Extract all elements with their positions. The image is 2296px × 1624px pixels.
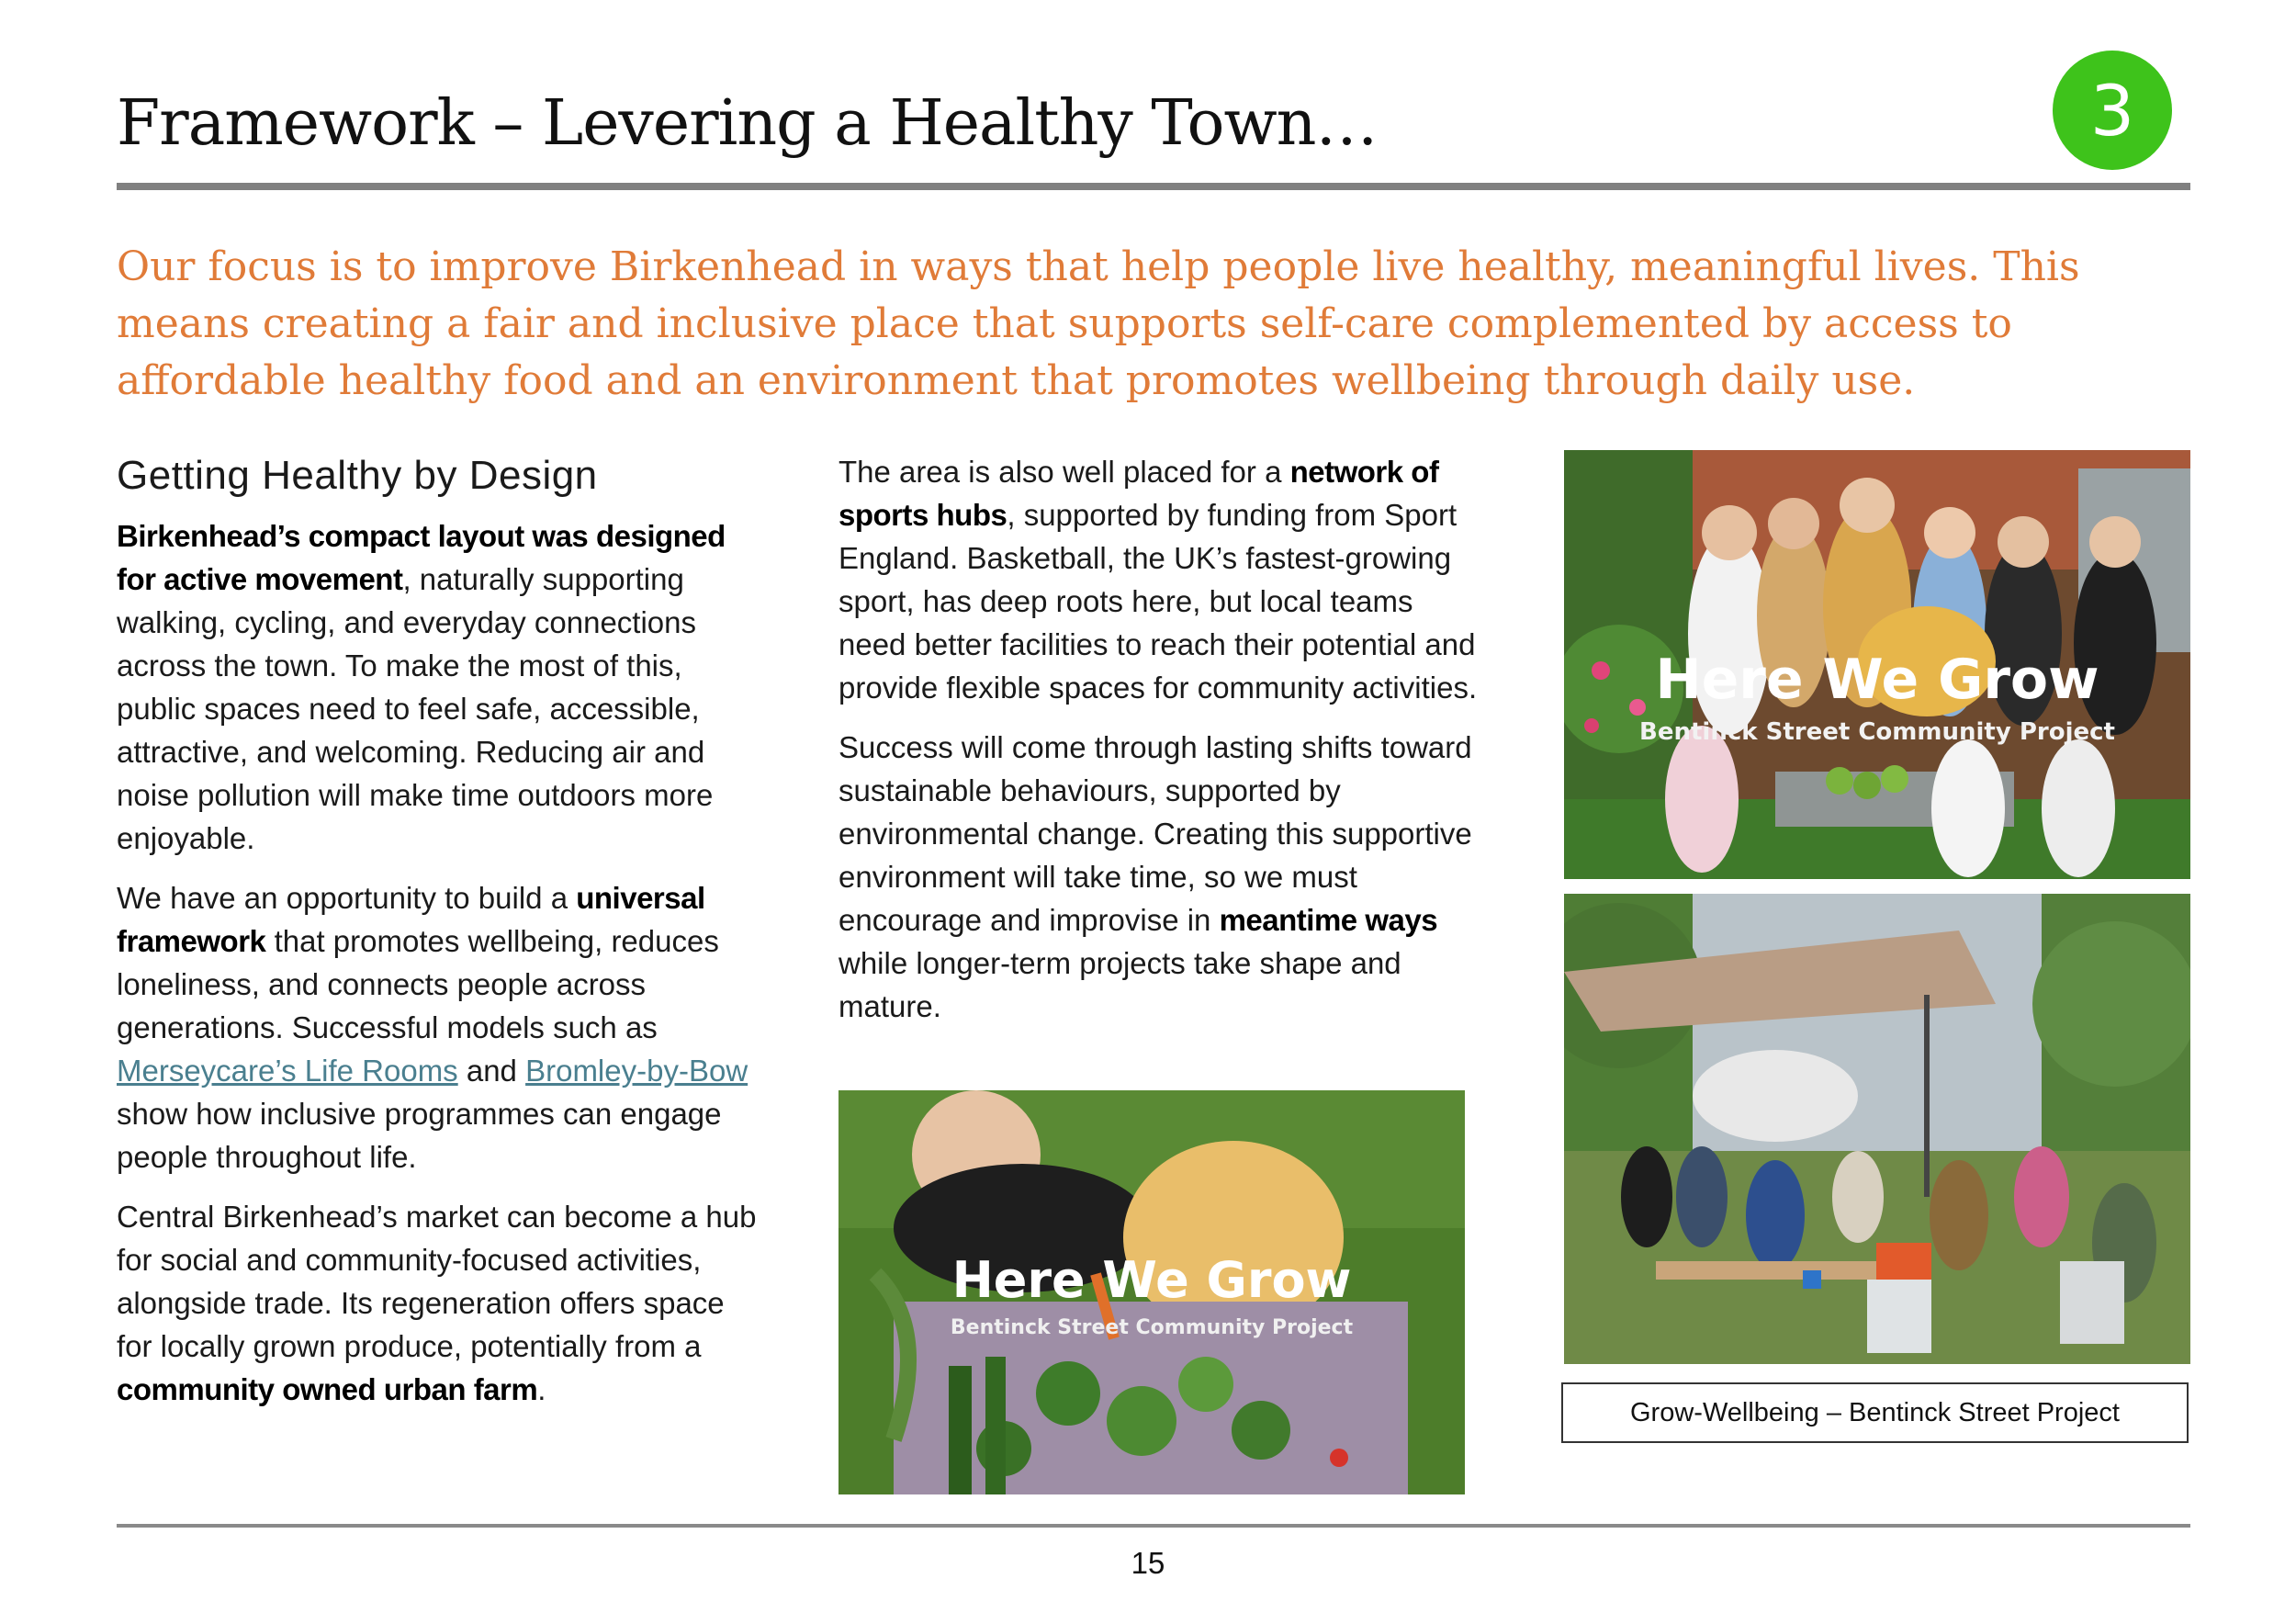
middle-text-column [838, 450, 1481, 1044]
body-text: We have an opportunity to build a [117, 881, 577, 915]
link-bromley-by-bow[interactable]: Bromley-by-Bow [525, 1054, 748, 1088]
photo-overlay-subtitle: Bentinck Street Community Project [950, 1316, 1354, 1339]
body-text: Success will come through lasting shifts toward sustainable behaviours, supported by environmental change. Creating this supportive environment will take time, so we must encourage and improvise in [838, 730, 1472, 937]
section-number-badge: 3 [2053, 51, 2172, 170]
paragraph-meantime-ways [838, 726, 1481, 1028]
emphasis-text: universal framework [117, 881, 705, 958]
paragraph-market [117, 1195, 760, 1411]
photo-overlay-title: Here We Grow [951, 1251, 1352, 1309]
body-text: , naturally supporting walking, cycling, and everyday connections across the town. To make the most of this, public spaces need to feel safe, accessible, attractive, and welcoming. Reducing air and noise pollution will make time outdoors more enjoyable. [117, 562, 714, 855]
photo-harvest-produce [838, 1090, 1465, 1494]
paragraph-compact-layout [117, 514, 760, 860]
header-divider [117, 183, 2190, 190]
photo-community-gathering [1564, 894, 2190, 1364]
body-text: , supported by funding from Sport England. Basketball, the UK’s fastest-growing sport, has deep roots here, but local teams need better facilities to reach their potential and provide flexible spaces for community activities. [838, 498, 1478, 705]
body-text: Central Birkenhead’s market can become a hub for social and community-focused activities, alongside trade. Its regeneration offers space for locally grown produce, potentially from a [117, 1200, 757, 1363]
body-text: that promotes wellbeing, reduces loneliness, and connects people across generations. Successful models such as [117, 924, 719, 1044]
paragraph-universal-framework [117, 876, 760, 1179]
emphasis-text: Birkenhead’s compact layout was designed for active movement [117, 519, 726, 596]
footer-divider [117, 1524, 2190, 1528]
page-number: 15 [1131, 1546, 1165, 1580]
photo-caption: Grow-Wellbeing – Bentinck Street Project [1561, 1382, 2189, 1443]
intro-statement: Our focus is to improve Birkenhead in ways that help people live healthy, meaningful lives. This means creating a fair and inclusive place that supports self-care complemented by access to affordable healthy food and an environment that promotes wellbeing through daily use. [117, 243, 2080, 404]
emphasis-text: meantime ways [1219, 903, 1438, 937]
photo-overlay-subtitle: Bentinck Street Community Project [1639, 718, 2115, 746]
body-text: and [457, 1054, 526, 1088]
body-text: The area is also well placed for a [838, 455, 1290, 489]
page-title: Framework – Levering a Healthy Town… [117, 87, 1378, 160]
body-text: . [537, 1372, 546, 1406]
link-merseycare-life-rooms[interactable]: Merseycare’s Life Rooms [117, 1054, 458, 1088]
paragraph-sports-hubs [838, 450, 1481, 709]
section-heading: Getting Healthy by Design [117, 453, 598, 498]
photo-overlay-title: Here We Grow [1655, 648, 2099, 712]
emphasis-text: community owned urban farm [117, 1372, 538, 1406]
photo-children-garden [1564, 450, 2190, 879]
emphasis-text: network of sports hubs [838, 455, 1439, 532]
left-text-column [117, 450, 760, 1427]
body-text: show how inclusive programmes can engage people throughout life. [117, 1097, 722, 1174]
body-text: while longer-term projects take shape and mature. [838, 946, 1401, 1023]
